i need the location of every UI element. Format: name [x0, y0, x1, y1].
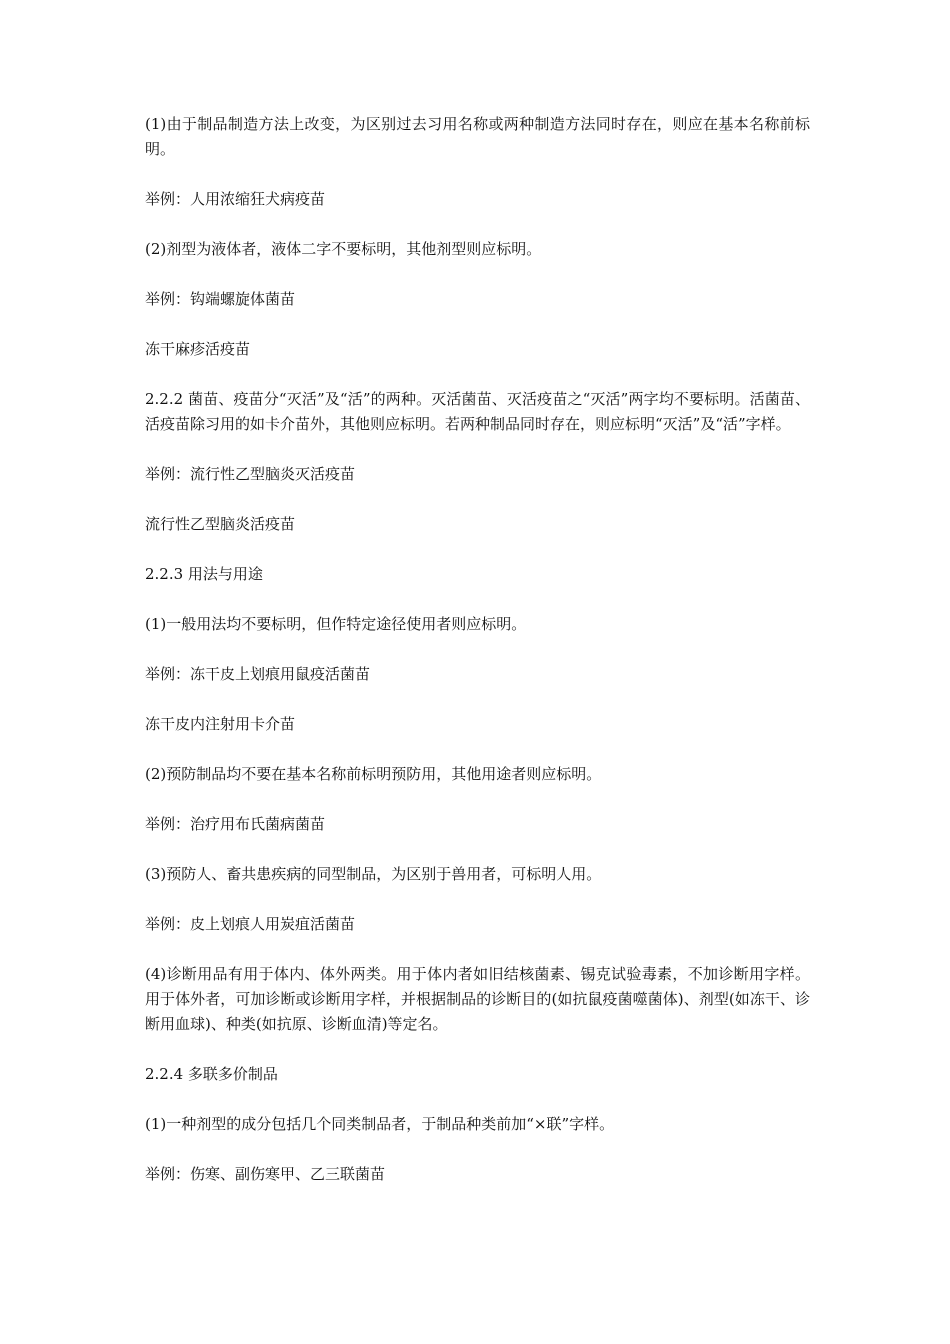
example-encephalitis-inactivated: 举例：流行性乙型脑炎灭活疫苗	[145, 465, 356, 483]
paragraph-diagnostic-products: (4)诊断用品有用于体内、体外两类。用于体内者如旧结核菌素、锡克试验毒素，不加诊断用字样。用于体外者，可加诊断或诊断用字样，并根据制品的诊断目的(如抗鼠疫菌噬菌体)、剂型(如冻干、诊断用血球)、种类(如抗原、诊断血清)等定名。	[145, 965, 810, 1033]
example-anthrax-vaccine: 举例：皮上划痕人用炭疽活菌苗	[145, 915, 356, 933]
paragraph-method-change: (1)由于制品制造方法上改变，为区别过去习用名称或两种制造方法同时存在，则应在基本名称前标明。	[145, 115, 810, 158]
example-bcg-vaccine: 冻干皮内注射用卡介苗	[145, 715, 296, 733]
paragraph-combined-products: (1)一种剂型的成分包括几个同类制品者，于制品种类前加“×联”字样。	[145, 1115, 615, 1133]
example-encephalitis-live: 流行性乙型脑炎活疫苗	[145, 515, 296, 533]
paragraph-dosage-form: (2)剂型为液体者，液体二字不要标明，其他剂型则应标明。	[145, 240, 542, 258]
paragraph-general-usage: (1)一般用法均不要标明，但作特定途径使用者则应标明。	[145, 615, 527, 633]
document-page	[145, 112, 810, 1212]
section-2-2-4-heading: 2.2.4 多联多价制品	[145, 1065, 278, 1083]
example-leptospira-vaccine: 举例：钩端螺旋体菌苗	[145, 290, 296, 308]
example-plague-vaccine: 举例：冻干皮上划痕用鼠疫活菌苗	[145, 665, 371, 683]
example-rabies-vaccine: 举例：人用浓缩狂犬病疫苗	[145, 190, 326, 208]
paragraph-preventive-products: (2)预防制品均不要在基本名称前标明预防用，其他用途者则应标明。	[145, 765, 602, 783]
example-typhoid-vaccine: 举例：伤寒、副伤寒甲、乙三联菌苗	[145, 1165, 386, 1183]
section-2-2-2: 2.2.2 菌苗、疫苗分“灭活”及“活”的两种。灭活菌苗、灭活疫苗之“灭活”两字均不要标明。活菌苗、活疫苗除习用的如卡介苗外，其他则应标明。若两种制品同时存在，则应标明“灭活”及“活”字样。	[145, 390, 810, 433]
paragraph-zoonotic-products: (3)预防人、畜共患疾病的同型制品，为区别于兽用者，可标明人用。	[145, 865, 602, 883]
example-brucellosis-vaccine: 举例：治疗用布氏菌病菌苗	[145, 815, 326, 833]
section-2-2-3-heading: 2.2.3 用法与用途	[145, 565, 263, 583]
example-measles-vaccine: 冻干麻疹活疫苗	[145, 340, 251, 358]
